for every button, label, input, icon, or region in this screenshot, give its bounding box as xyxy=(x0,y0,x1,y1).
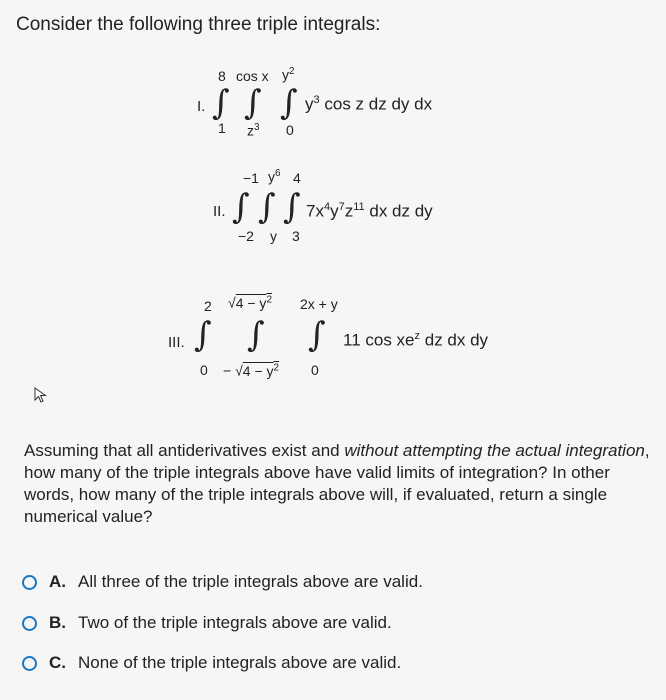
limit-upper: 4 xyxy=(293,170,301,186)
limit-upper: cos x xyxy=(236,68,269,84)
option-b-letter: B. xyxy=(49,613,66,632)
integral-sign: ∫ xyxy=(247,315,265,355)
radio-c[interactable] xyxy=(22,656,37,671)
option-c[interactable] xyxy=(22,653,401,673)
limit-upper: 2 xyxy=(204,298,212,314)
limit-lower: 0 xyxy=(311,362,319,378)
limit-upper: 8 xyxy=(218,68,226,84)
integral-sign: ∫ xyxy=(258,187,276,227)
option-c-letter: C. xyxy=(49,653,66,672)
integral-1-numeral: I. xyxy=(197,98,206,115)
integrand: $7x^4y^7z^{11}$ dx dz dy xyxy=(306,201,433,221)
limit-lower: $z^3$ xyxy=(247,122,260,139)
integral-sign: ∫ xyxy=(212,83,230,123)
limit-lower: 1 xyxy=(218,120,226,136)
option-a[interactable] xyxy=(22,572,423,592)
option-a-letter: A. xyxy=(49,572,66,591)
limit-upper: $y^6$ xyxy=(268,168,281,185)
integral-sign: ∫ xyxy=(280,83,298,123)
radio-a[interactable] xyxy=(22,575,37,590)
integral-sign: ∫ xyxy=(232,187,250,227)
question-text: Assuming that all antiderivatives exist and without attempting the actual integration, how many of the triple integrals above have valid limits of integration? In other words, how many of the triple integrals above will, if evaluated, return a single numerical value? xyxy=(24,441,650,526)
limit-lower: 3 xyxy=(292,228,300,244)
integral-sign: ∫ xyxy=(244,83,262,123)
radio-b[interactable] xyxy=(22,616,37,631)
integral-sign: ∫ xyxy=(194,315,212,355)
integral-3-numeral: III. xyxy=(168,334,185,351)
limit-upper: $y^2$ xyxy=(282,66,295,83)
limit-lower: 0 xyxy=(286,122,294,138)
limit-lower: 0 xyxy=(200,362,208,378)
limit-lower: − $√4 - y^2$ xyxy=(223,362,280,379)
integral-sign: ∫ xyxy=(283,187,301,227)
integrand: $y^3$ cos z dz dy dx xyxy=(305,94,433,114)
integral-sign: ∫ xyxy=(308,315,326,355)
limit-lower: y xyxy=(270,228,277,244)
limit-upper: −1 xyxy=(243,170,259,186)
integral-2-numeral: II. xyxy=(213,203,226,220)
limit-upper: 2x + y xyxy=(300,296,338,312)
option-c-text: None of the triple integrals above are valid. xyxy=(78,653,402,672)
option-b[interactable] xyxy=(22,613,392,633)
limit-lower: −2 xyxy=(238,228,254,244)
mouse-cursor-icon xyxy=(33,386,51,404)
option-b-text: Two of the triple integrals above are valid. xyxy=(78,613,392,632)
integrand: 11 $\cos xe^z$ dz dx dy xyxy=(343,330,489,350)
intro-text: Consider the following three triple integrals: xyxy=(16,14,381,35)
option-a-text: All three of the triple integrals above are valid. xyxy=(78,572,423,591)
limit-upper: $√4 - y^2$ xyxy=(228,294,272,311)
